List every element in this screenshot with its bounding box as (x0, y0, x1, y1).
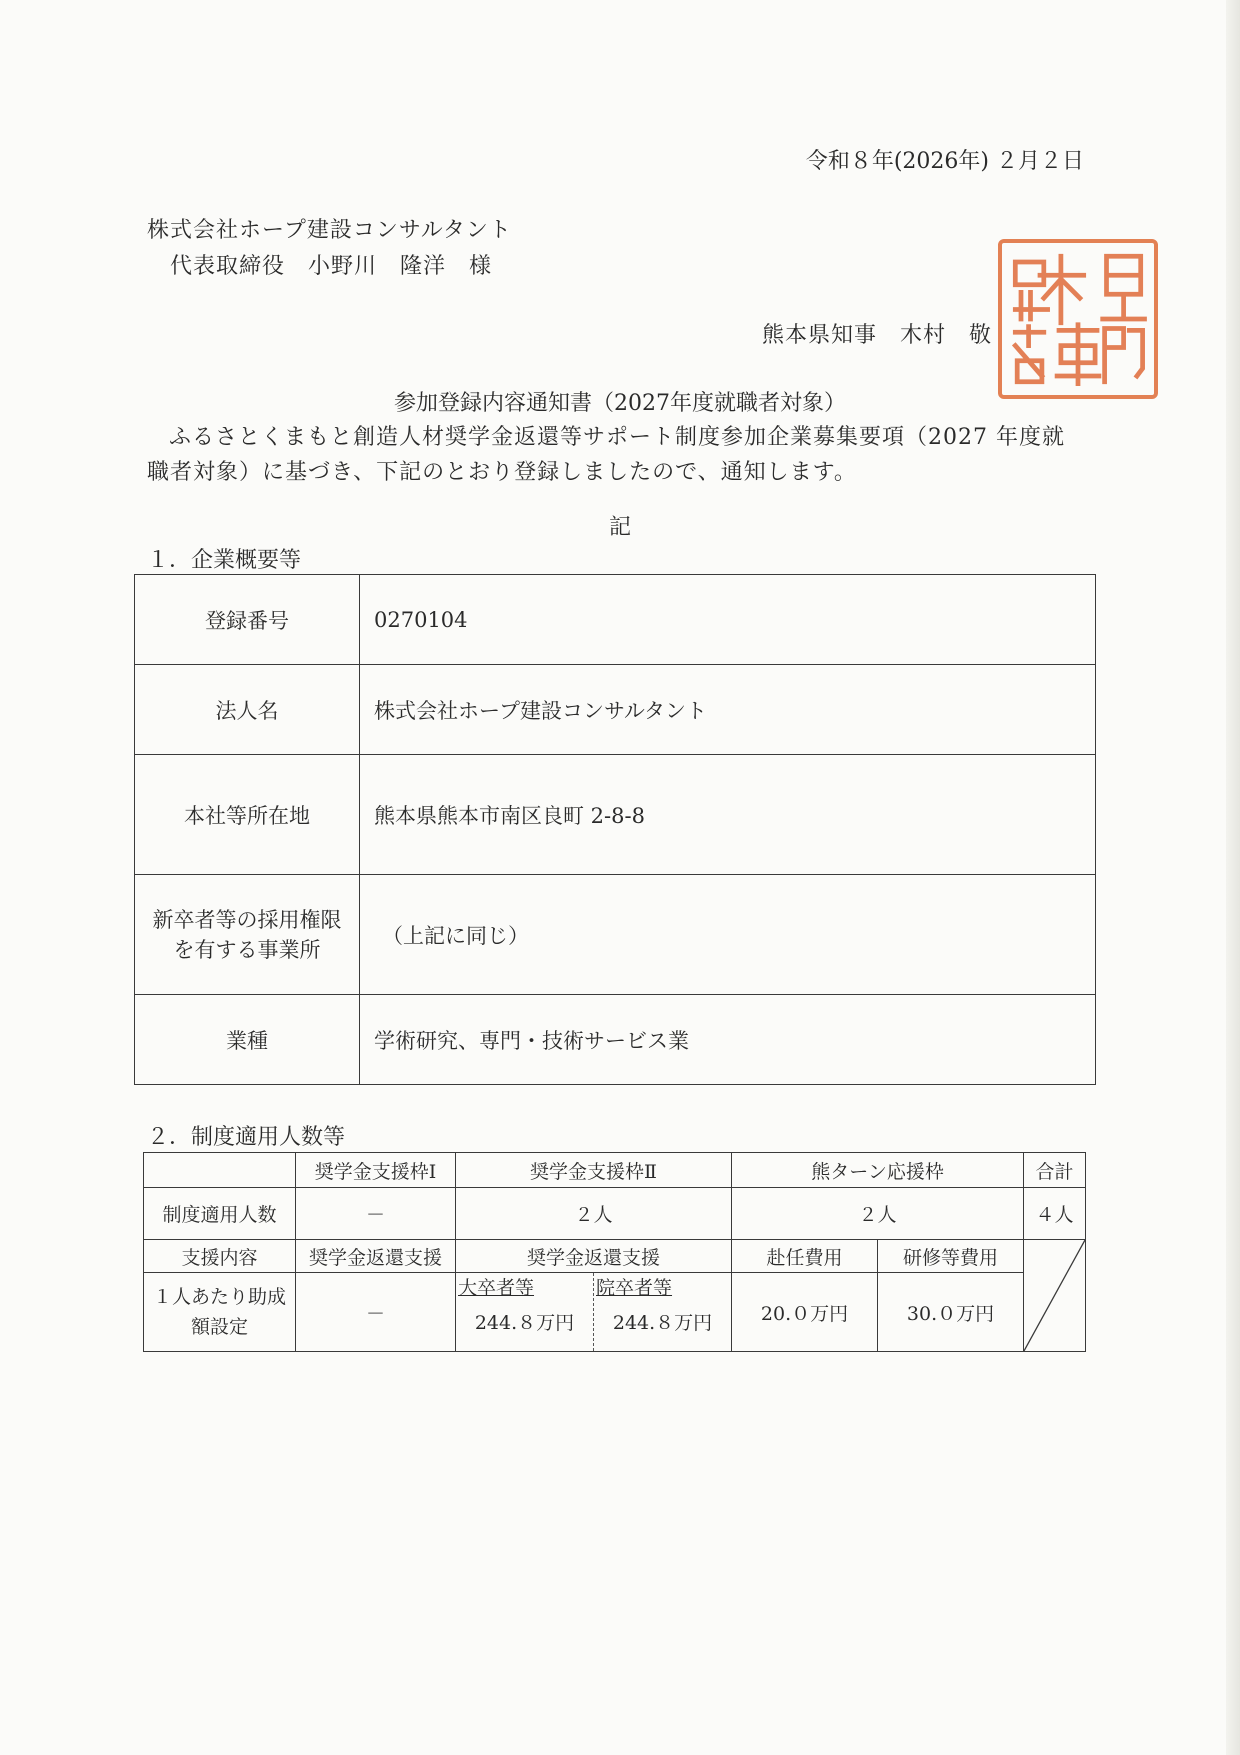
table-row (144, 1240, 1086, 1273)
document-date: 令和８年(2026年) ２月２日 (805, 149, 1084, 174)
header-support-frame-2: 奨学金支援枠Ⅱ (456, 1153, 732, 1188)
count-frame-1: － (296, 1188, 456, 1240)
label-hiring-office: 新卒者等の採用権限を有する事業所 (135, 875, 360, 995)
support-training: 研修等費用 (878, 1240, 1024, 1273)
head-office-address: 熊本県熊本市南区良町 2-8-8 (360, 755, 1096, 875)
graduate-heading: 大卒者等 (458, 1277, 535, 1299)
document-title: 参加登録内容通知書（2027年度就職者対象） (394, 391, 846, 416)
company-overview-table (134, 574, 1096, 1085)
table-row (135, 875, 1096, 995)
table-row (144, 1273, 1086, 1352)
intro-paragraph: ふるさとくまもと創造人材奨学金返還等サポート制度参加企業募集要項（2027 年度就職者対象）に基づき、下記のとおり登録しましたので、通知します。 (147, 425, 1065, 485)
addressee-company: 株式会社ホープ建設コンサルタント (147, 218, 512, 243)
amount-frame-1: － (296, 1273, 456, 1352)
industry: 学術研究、専門・技術サービス業 (360, 995, 1096, 1085)
label-head-office-address: 本社等所在地 (135, 755, 360, 875)
table-row (135, 755, 1096, 875)
label-industry: 業種 (135, 995, 360, 1085)
table-row (135, 575, 1096, 665)
ki-heading: 記 (608, 515, 631, 540)
graduate-column (456, 1273, 594, 1351)
header-empty (144, 1153, 296, 1188)
amount-frame-2 (456, 1273, 732, 1352)
count-total: ４人 (1024, 1188, 1086, 1240)
postgraduate-amount: 244.８万円 (612, 1312, 713, 1334)
count-kuma-turn: ２人 (732, 1188, 1024, 1240)
header-kuma-turn: 熊ターン応援枠 (732, 1153, 1024, 1188)
header-total: 合計 (1024, 1153, 1086, 1188)
amount-frame-2-split (456, 1273, 731, 1351)
table-row (135, 665, 1096, 755)
table-row (144, 1188, 1086, 1240)
header-support-frame-1: 奨学金支援枠Ⅰ (296, 1153, 456, 1188)
section2-heading: ２．制度適用人数等 (147, 1125, 346, 1150)
postgraduate-column (594, 1273, 731, 1351)
sender: 熊本県知事 木村 敬 (762, 323, 993, 348)
table-row (144, 1153, 1086, 1188)
postgraduate-heading: 院卒者等 (596, 1277, 673, 1299)
label-support-content: 支援内容 (144, 1240, 296, 1273)
support-frame-1: 奨学金返還支援 (296, 1240, 456, 1273)
applicable-persons-table (143, 1152, 1086, 1352)
registration-number: 0270104 (360, 575, 1096, 665)
graduate-amount: 244.８万円 (474, 1312, 575, 1334)
table-row (135, 995, 1096, 1085)
label-corporation-name: 法人名 (135, 665, 360, 755)
support-relocation: 赴任費用 (732, 1240, 878, 1273)
addressee-representative: 代表取締役 小野川 隆洋 様 (170, 254, 493, 279)
section1-heading: １．企業概要等 (147, 548, 302, 573)
support-frame-2: 奨学金返還支援 (456, 1240, 732, 1273)
scan-edge (1226, 0, 1240, 1755)
corporation-name: 株式会社ホープ建設コンサルタント (360, 665, 1096, 755)
hiring-office: （上記に同じ） (360, 875, 1096, 995)
label-registration-number: 登録番号 (135, 575, 360, 665)
label-applicable-count: 制度適用人数 (144, 1188, 296, 1240)
official-seal (998, 239, 1158, 399)
total-diagonal-cell (1024, 1240, 1086, 1352)
count-frame-2: ２人 (456, 1188, 732, 1240)
amount-relocation: 20.０万円 (732, 1273, 878, 1352)
amount-training: 30.０万円 (878, 1273, 1024, 1352)
label-amount-per-person: １人あたり助成額設定 (144, 1273, 296, 1352)
